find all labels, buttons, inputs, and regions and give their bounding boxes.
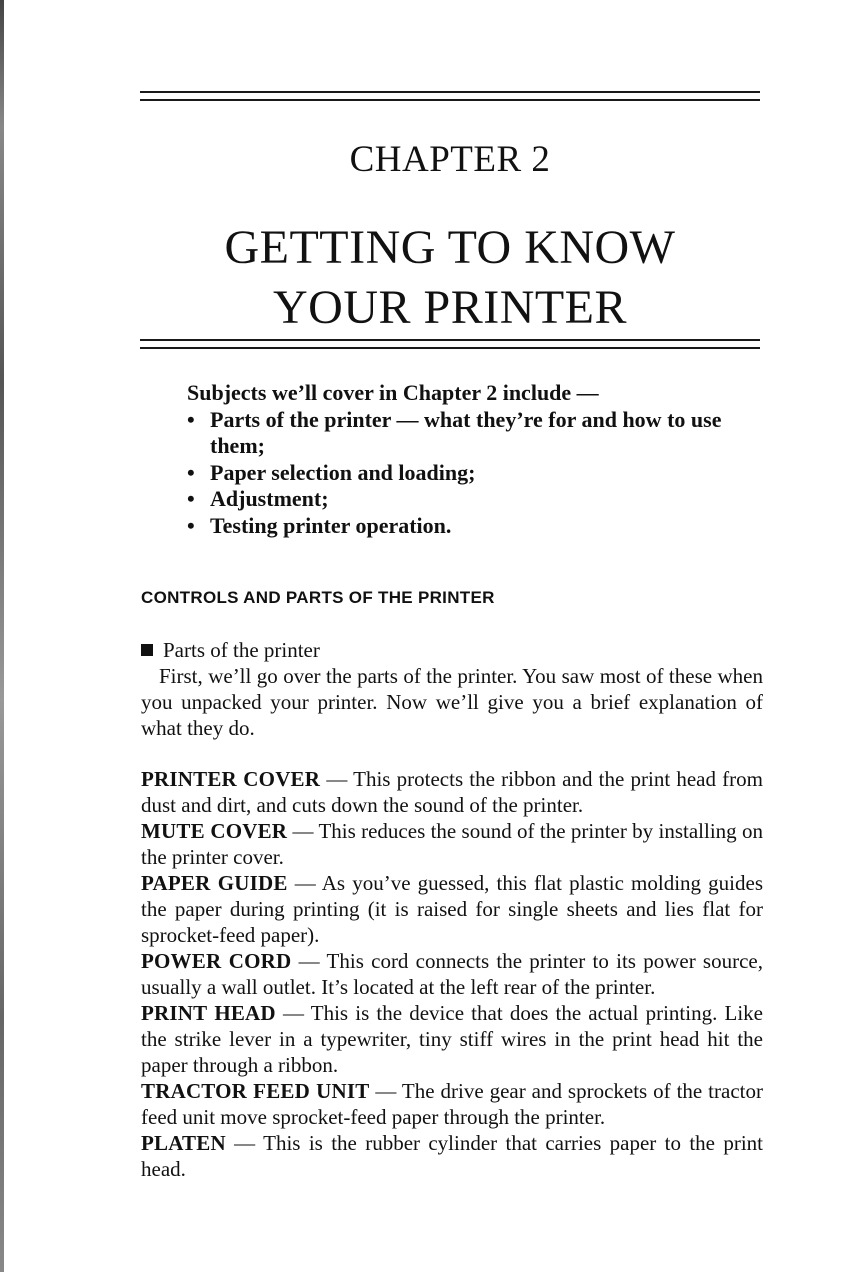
section-heading: CONTROLS AND PARTS OF THE PRINTER	[141, 588, 495, 607]
bullet-icon: •	[187, 486, 195, 511]
bullet-icon: •	[187, 406, 195, 432]
list-item-text: Parts of the printer — what they’re for and how to use them;	[210, 406, 722, 458]
sub-heading	[141, 637, 320, 663]
intro-paragraph-text: First, we’ll go over the parts of the printer. You saw most of these when you unpacked your printer. Now we’ll give you a brief explanation of what they do.	[141, 664, 763, 740]
chapter-label: CHAPTER 2	[349, 139, 551, 180]
definition-term: PLATEN	[141, 1131, 226, 1155]
scan-edge	[0, 0, 4, 1272]
square-bullet-icon	[141, 644, 153, 656]
definition-term: MUTE COVER	[141, 819, 288, 843]
chapter-title-line-2: YOUR PRINTER	[272, 281, 628, 334]
definition-paper-guide	[141, 870, 763, 948]
definition-text: — This is the device that does the actual printing. Like the strike lever in a typewriter, tiny stiff wires in the print head hit the paper through a ribbon.	[141, 1001, 763, 1077]
definition-text: — This is the rubber cylinder that carries paper to the print head.	[141, 1131, 763, 1181]
bottom-rule-1	[140, 339, 760, 341]
definition-term: PRINT HEAD	[141, 1001, 276, 1025]
list-item	[187, 513, 777, 540]
subjects-list	[187, 380, 777, 539]
list-item-text: Paper selection and loading;	[210, 459, 476, 485]
definition-print-head	[141, 1000, 763, 1078]
definition-text: — As you’ve guessed, this flat plastic molding guides the paper during printing (it is raised for single sheets and lies flat for sprocket-feed paper).	[141, 871, 764, 947]
bullet-icon: •	[187, 512, 195, 538]
list-item	[187, 486, 777, 513]
definition-printer-cover	[141, 766, 763, 818]
intro-paragraph	[141, 663, 763, 741]
list-item-text: Adjustment;	[210, 486, 329, 511]
subjects-intro: Subjects we’ll cover in Chapter 2 include —	[187, 380, 599, 405]
list-item	[187, 407, 777, 460]
definition-term: PRINTER COVER	[141, 767, 321, 791]
bullet-icon: •	[187, 459, 195, 485]
definition-text: — This reduces the sound of the printer by installing on the printer cover.	[141, 819, 763, 869]
definition-tractor-feed-unit	[141, 1078, 763, 1130]
top-rule-1	[140, 91, 760, 93]
definition-text: — The drive gear and sprockets of the tractor feed unit move sprocket-feed paper through the printer.	[141, 1079, 763, 1129]
sub-heading-text: Parts of the printer	[163, 638, 320, 662]
definition-term: POWER CORD	[141, 949, 292, 973]
definition-power-cord	[141, 948, 763, 1000]
chapter-title-line-1: GETTING TO KNOW	[224, 221, 676, 274]
top-rule-2	[140, 99, 760, 101]
list-item	[187, 460, 777, 487]
definition-term: PAPER GUIDE	[141, 871, 288, 895]
definition-text: — This protects the ribbon and the print head from dust and dirt, and cuts down the sound of the printer.	[141, 767, 764, 817]
bottom-rule-2	[140, 347, 760, 349]
parts-definitions	[141, 766, 763, 1182]
definition-mute-cover	[141, 818, 763, 870]
definition-term: TRACTOR FEED UNIT	[141, 1079, 370, 1103]
list-item-text: Testing printer operation.	[210, 512, 452, 538]
definition-platen	[141, 1130, 763, 1182]
definition-text: — This cord connects the printer to its power source, usually a wall outlet. It’s located at the left rear of the printer.	[141, 949, 763, 999]
